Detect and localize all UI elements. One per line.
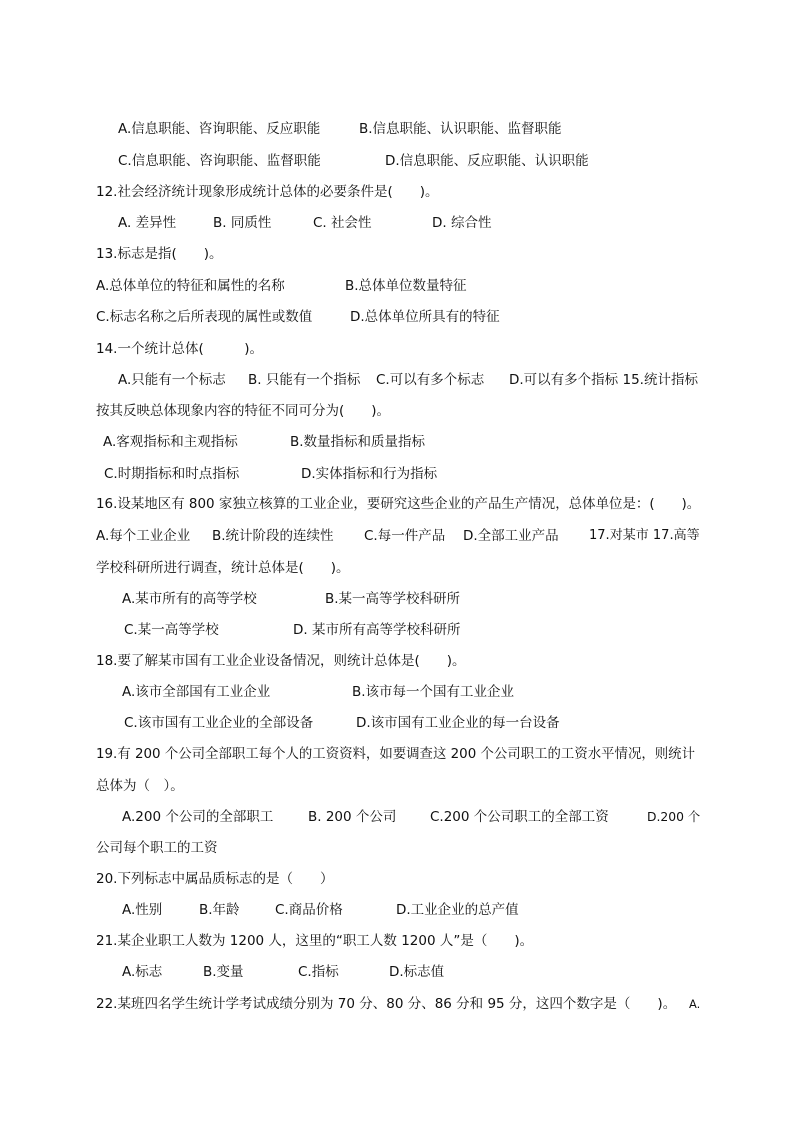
q17-option-b: B.某一高等学校科研所 (325, 591, 461, 607)
q15-option-d: D.实体指标和行为指标 (301, 466, 438, 482)
q20-option-b: B.年龄 (199, 902, 240, 918)
q16-option-d: D.全部工业产品 (463, 528, 559, 544)
q14-option-c: C.可以有多个标志 (376, 372, 485, 388)
q14-option-d: D.可以有多个指标 15.统计指标 (509, 372, 698, 388)
q11-option-d: D.信息职能、反应职能、认识职能 (385, 153, 589, 169)
q17-option-c: C.某一高等学校 (124, 622, 219, 638)
q11-option-c: C.信息职能、咨询职能、监督职能 (118, 153, 321, 169)
q12-option-a: A. 差异性 (118, 215, 177, 231)
q11-option-b: B.信息职能、认识职能、监督职能 (359, 121, 562, 137)
q17-stem-start: 17.对某市 17.高等 (589, 528, 700, 543)
q12-option-c: C. 社会性 (313, 215, 372, 231)
q21-stem: 21.某企业职工人数为 1200 人，这里的“职工人数 1200 人”是（ )。 (96, 933, 534, 949)
q18-option-b: B.该市每一个国有工业企业 (352, 684, 515, 700)
q18-option-c: C.该市国有工业企业的全部设备 (124, 715, 314, 731)
q19-stem-line2: 总体为（ ）。 (96, 778, 184, 794)
q21-option-b: B.变量 (203, 964, 244, 980)
q14-stem: 14.一个统计总体( )。 (96, 341, 264, 357)
q15-stem: 按其反映总体现象内容的特征不同可分为( )。 (96, 403, 391, 419)
q13-option-c: C.标志名称之后所表现的属性或数值 (96, 309, 313, 325)
q16-stem: 16.设某地区有 800 家独立核算的工业企业，要研究这些企业的产品生产情况，总体单位是：( )。 (96, 497, 701, 512)
q21-option-a: A.标志 (122, 964, 163, 980)
q18-option-d: D.该市国有工业企业的每一台设备 (356, 715, 560, 731)
q19-option-d-cont: 公司每个职工的工资 (96, 840, 218, 856)
q15-option-a: A.客观指标和主观指标 (103, 434, 238, 450)
q21-option-d: D.标志值 (389, 964, 445, 980)
q18-option-a: A.该市全部国有工业企业 (122, 684, 271, 700)
q13-option-d: D.总体单位所具有的特征 (350, 309, 500, 325)
q21-option-c: C.指标 (298, 964, 339, 980)
q16-option-b: B.统计阶段的连续性 (212, 528, 334, 544)
q14-option-a: A.只能有一个标志 (118, 372, 226, 388)
q15-option-b: B.数量指标和质量指标 (290, 434, 426, 450)
q11-option-a: A.信息职能、咨询职能、反应职能 (118, 121, 321, 137)
q13-option-a: A.总体单位的特征和属性的名称 (96, 278, 285, 294)
q17-option-d: D. 某市所有高等学校科研所 (293, 622, 461, 638)
q20-option-c: C.商品价格 (275, 902, 343, 918)
q19-option-c: C.200 个公司职工的全部工资 (430, 809, 609, 825)
q22-stem: 22.某班四名学生统计学考试成绩分别为 70 分、80 分、86 分和 95 分，这四个数字是（ )。 (96, 996, 677, 1012)
q16-option-c: C.每一件产品 (364, 528, 446, 544)
q15-option-c: C.时期指标和时点指标 (104, 466, 240, 482)
q20-stem: 20.下列标志中属品质标志的是（ ） (96, 871, 334, 887)
q19-option-d: D.200 个 (647, 810, 701, 824)
q12-option-b: B. 同质性 (213, 215, 272, 231)
q14-option-b: B. 只能有一个指标 (248, 372, 361, 388)
q17-stem: 学校科研所进行调查，统计总体是( )。 (96, 560, 350, 576)
q13-option-b: B.总体单位数量特征 (345, 278, 467, 294)
q17-option-a: A.某市所有的高等学校 (122, 591, 257, 607)
q18-stem: 18.要了解某市国有工业企业设备情况，则统计总体是( )。 (96, 653, 466, 669)
q12-stem: 12.社会经济统计现象形成统计总体的必要条件是( )。 (96, 184, 439, 200)
q22-option-a-start: A. (689, 997, 701, 1011)
q19-stem-line1: 19.有 200 个公司全部职工每个人的工资资料，如要调查这 200 个公司职工的工资水平情况，则统计 (96, 747, 695, 762)
q12-option-d: D. 综合性 (432, 215, 492, 231)
q20-option-a: A.性别 (122, 902, 163, 918)
q20-option-d: D.工业企业的总产值 (396, 902, 519, 918)
q19-option-b: B. 200 个公司 (308, 809, 397, 825)
q19-option-a: A.200 个公司的全部职工 (122, 809, 274, 825)
q13-stem: 13.标志是指( )。 (96, 246, 223, 262)
q16-option-a: A.每个工业企业 (96, 528, 191, 544)
